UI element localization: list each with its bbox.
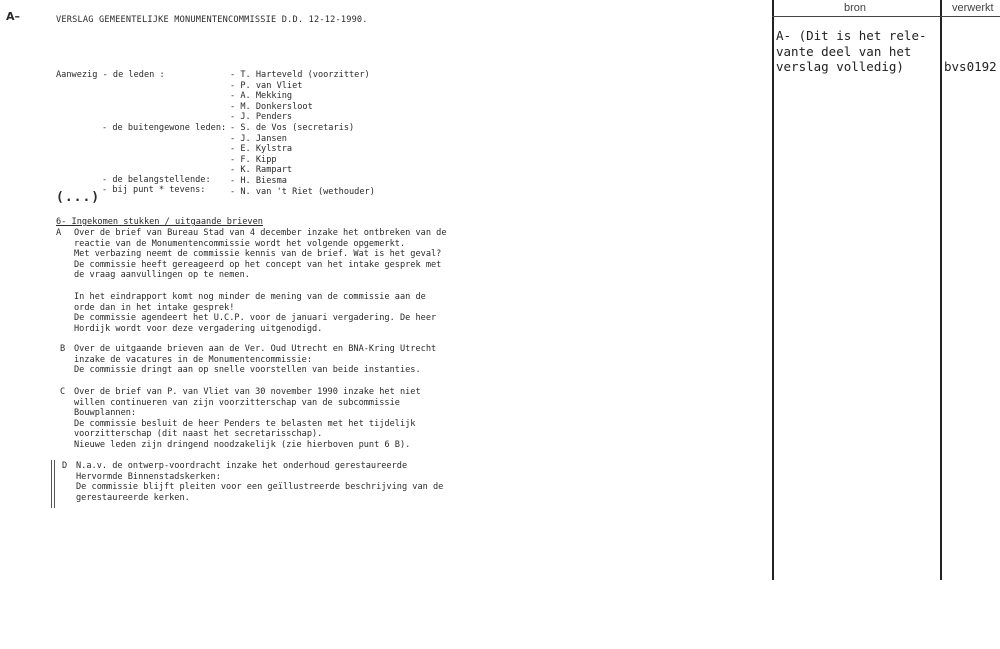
item-c-text bbox=[74, 387, 421, 451]
page-title: VERSLAG GEMEENTELIJKE MONUMENTENCOMMISSIE D.D. 12-12-1990. bbox=[56, 15, 368, 25]
column-divider bbox=[772, 0, 774, 580]
header-rule bbox=[772, 16, 1000, 17]
text-line: De commissie dringt aan op snelle voorstellen van beide instanties. bbox=[74, 365, 421, 376]
item-d-letter: D bbox=[62, 461, 68, 471]
member-item: - J. Penders bbox=[230, 112, 293, 123]
column-header-bron: bron bbox=[844, 2, 867, 14]
note-line: A- (Dit is het rele- bbox=[776, 28, 927, 43]
text-line: De commissie heeft gereageerd op het concept van het intake gesprek met bbox=[74, 259, 442, 270]
item-a-text bbox=[74, 228, 447, 281]
item-b-letter: B bbox=[60, 344, 66, 354]
text-line: Nieuwe leden zijn dringend noodzakelijk (zie hierboven punt 6 B). bbox=[74, 439, 411, 450]
omission-mark: (...) bbox=[56, 190, 101, 205]
text-line: voorzitterschap (dit naast het secretarisschap). bbox=[74, 429, 323, 440]
extra-member-item: - E. Kylstra bbox=[230, 144, 293, 155]
text-line: Over de brief van Bureau Stad van 4 december inzake het ontbreken van de bbox=[74, 228, 447, 238]
text-line: Hordijk wordt voor deze vergadering uitgenodigd. bbox=[74, 323, 323, 334]
text-line: De commissie agendeert het U.C.P. voor de januari vergadering. De heer bbox=[74, 313, 437, 324]
item-guest: - N. van 't Riet (wethouder) bbox=[230, 186, 375, 197]
item-a-text-2 bbox=[74, 292, 436, 334]
item-b-text bbox=[74, 344, 436, 376]
text-line: De commissie blijft pleiten voor een geïllustreerde beschrijving van de bbox=[76, 482, 444, 493]
text-line: Bouwplannen: bbox=[74, 408, 137, 419]
extra-member-item: - F. Kipp bbox=[230, 154, 277, 165]
archive-form bbox=[772, 0, 1000, 649]
text-line: inzake de vacatures in de Monumentencommissie: bbox=[74, 354, 312, 365]
section-heading: 6- Ingekomen stukken / uitgaande brieven bbox=[56, 217, 263, 227]
margin-bar bbox=[51, 460, 52, 508]
text-line: orde dan in het intake gesprek! bbox=[74, 302, 235, 313]
item-d-text bbox=[76, 461, 443, 503]
extra-member-item: - K. Rampart bbox=[230, 165, 293, 176]
bron-note bbox=[776, 28, 927, 75]
member-item: - P. van Vliet bbox=[230, 80, 303, 91]
text-line: gerestaureerde kerken. bbox=[76, 492, 190, 503]
text-line: Over de uitgaande brieven aan de Ver. Oud Utrecht en BNA-Kring Utrecht bbox=[74, 344, 437, 354]
extra-member-item: - S. de Vos (secretaris) bbox=[230, 122, 355, 133]
column-divider bbox=[940, 0, 942, 580]
stakeholder-label: - de belangstellende: bbox=[102, 175, 211, 185]
text-line: De commissie besluit de heer Penders te belasten met het tijdelijk bbox=[74, 418, 416, 429]
text-line: reactie van de Monumentencommissie wordt het volgende opgemerkt. bbox=[74, 238, 406, 249]
member-item: - A. Mekking bbox=[230, 91, 293, 102]
members-list bbox=[230, 70, 375, 197]
text-line: willen continueren van zijn voorzitterschap van de subcommissie bbox=[74, 397, 400, 408]
extra-member-item: - J. Jansen bbox=[230, 133, 287, 144]
stakeholder-item: - H. Biesma bbox=[230, 175, 287, 186]
text-line: de vraag aanvullingen op te nemen. bbox=[74, 270, 250, 281]
member-item: - T. Harteveld (voorzitter) bbox=[230, 70, 370, 80]
item-c-letter: C bbox=[60, 387, 66, 397]
present-label: Aanwezig - de leden : bbox=[56, 70, 165, 80]
text-line: Over de brief van P. van Vliet van 30 november 1990 inzake het niet bbox=[74, 387, 421, 397]
text-line: Met verbazing neemt de commissie kennis van de brief. Wat is het geval? bbox=[74, 249, 442, 260]
item-guest-label: - bij punt * tevens: bbox=[102, 185, 206, 195]
note-line: vante deel van het bbox=[776, 43, 912, 59]
note-line: verslag volledig) bbox=[776, 59, 904, 74]
verwerkt-code: bvs0192 bbox=[944, 59, 997, 74]
item-a-letter: A bbox=[56, 228, 62, 238]
section-marker: A– bbox=[6, 10, 21, 23]
text-line: Hervormde Binnenstadskerken: bbox=[76, 471, 221, 482]
column-header-verwerkt: verwerkt bbox=[952, 2, 994, 14]
member-item: - M. Donkersloot bbox=[230, 101, 313, 112]
extra-members-label: - de buitengewone leden: bbox=[102, 123, 227, 133]
text-line: In het eindrapport komt nog minder de mening van de commissie aan de bbox=[74, 292, 426, 302]
margin-bar bbox=[54, 460, 55, 508]
text-line: N.a.v. de ontwerp-voordracht inzake het onderhoud gerestaureerde bbox=[76, 461, 408, 471]
